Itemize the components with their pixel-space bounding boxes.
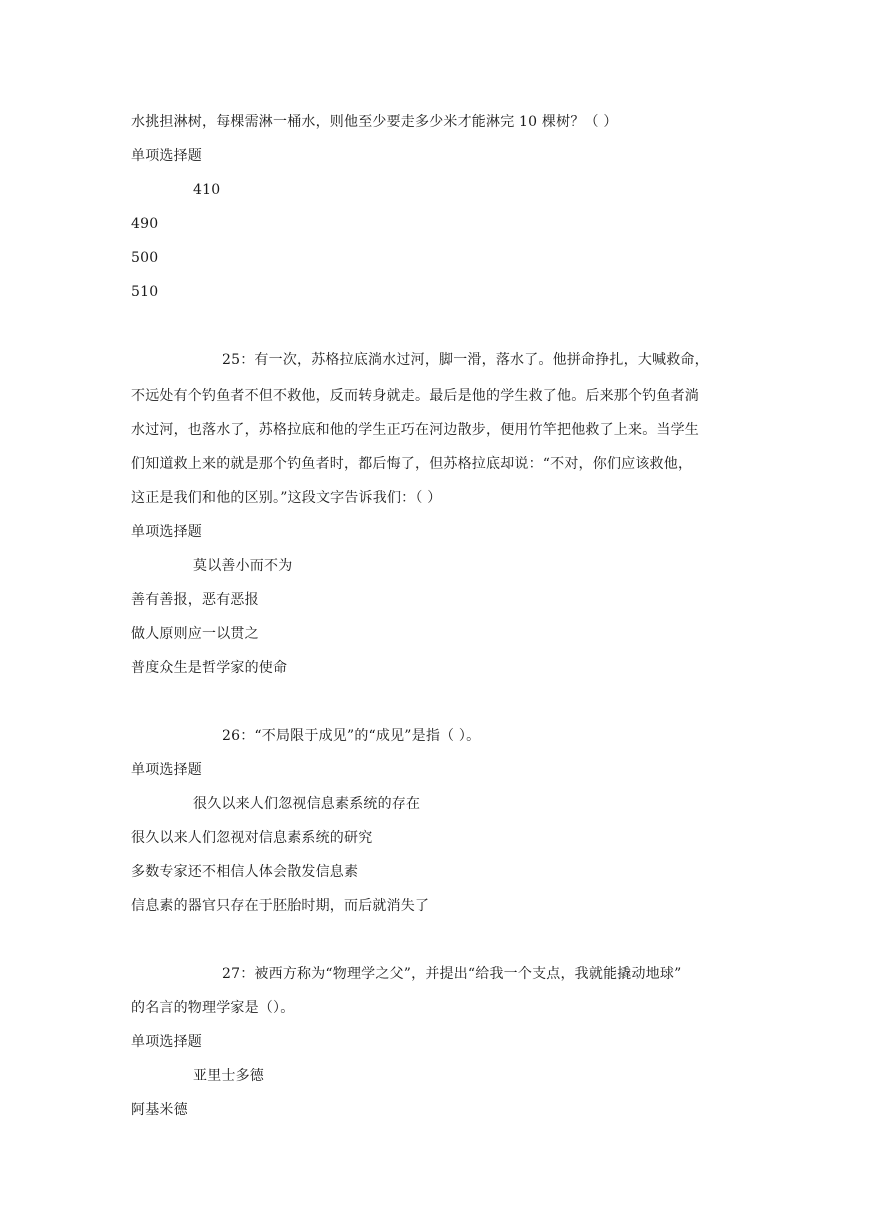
question-27-option-a: 亚里士多德 bbox=[193, 1068, 264, 1084]
question-27-stem-line-2: 的名言的物理学家是（）。 bbox=[131, 1000, 295, 1016]
question-24-option-c: 500 bbox=[131, 250, 159, 266]
question-25-stem-line-2: 不远处有个钓鱼者不但不救他，反而转身就走。最后是他的学生救了他。后来那个钓鱼者淌 bbox=[131, 388, 699, 404]
question-25-option-d: 普度众生是哲学家的使命 bbox=[131, 660, 288, 676]
question-25-option-b: 善有善报，恶有恶报 bbox=[131, 592, 259, 608]
question-25-stem-line-3: 水过河，也落水了，苏格拉底和他的学生正巧在河边散步，便用竹竿把他救了上来。当学生 bbox=[131, 422, 699, 438]
question-26-type: 单项选择题 bbox=[131, 762, 202, 778]
question-24-option-a: 410 bbox=[193, 182, 221, 198]
question-26-option-b: 很久以来人们忽视对信息素系统的研究 bbox=[131, 830, 373, 846]
question-24-option-b: 490 bbox=[131, 216, 159, 232]
question-26-option-c: 多数专家还不相信人体会散发信息素 bbox=[131, 864, 359, 880]
question-25-type: 单项选择题 bbox=[131, 524, 202, 540]
question-25-stem-line-4: 们知道救上来的就是那个钓鱼者时，都后悔了，但苏格拉底却说：“不对，你们应该救他， bbox=[131, 456, 693, 472]
question-25-option-c: 做人原则应一以贯之 bbox=[131, 626, 259, 642]
question-24-type: 单项选择题 bbox=[131, 148, 202, 164]
question-27-option-b: 阿基米德 bbox=[131, 1102, 188, 1118]
question-25-option-a: 莫以善小而不为 bbox=[193, 558, 293, 574]
question-24-stem: 水挑担淋树，每棵需淋一桶水，则他至少要走多少米才能淋完 10 棵树？（ ） bbox=[131, 114, 618, 130]
question-25-stem-line-1: 25：有一次，苏格拉底淌水过河，脚一滑，落水了。他拼命挣扎，大喊救命， bbox=[222, 352, 709, 368]
question-26-stem: 26：“不局限于成见”的“成见”是指（ ）。 bbox=[222, 728, 481, 744]
question-26-option-a: 很久以来人们忽视信息素系统的存在 bbox=[193, 796, 421, 812]
question-26-option-d: 信息素的器官只存在于胚胎时期，而后就消失了 bbox=[131, 898, 430, 914]
question-25-stem-line-5: 这正是我们和他的区别。”这段文字告诉我们：（ ） bbox=[131, 490, 442, 506]
question-27-type: 单项选择题 bbox=[131, 1034, 202, 1050]
question-27-stem-line-1: 27：被西方称为“物理学之父”，并提出“给我一个支点，我就能撬动地球” bbox=[222, 966, 682, 982]
question-24-option-d: 510 bbox=[131, 284, 159, 300]
